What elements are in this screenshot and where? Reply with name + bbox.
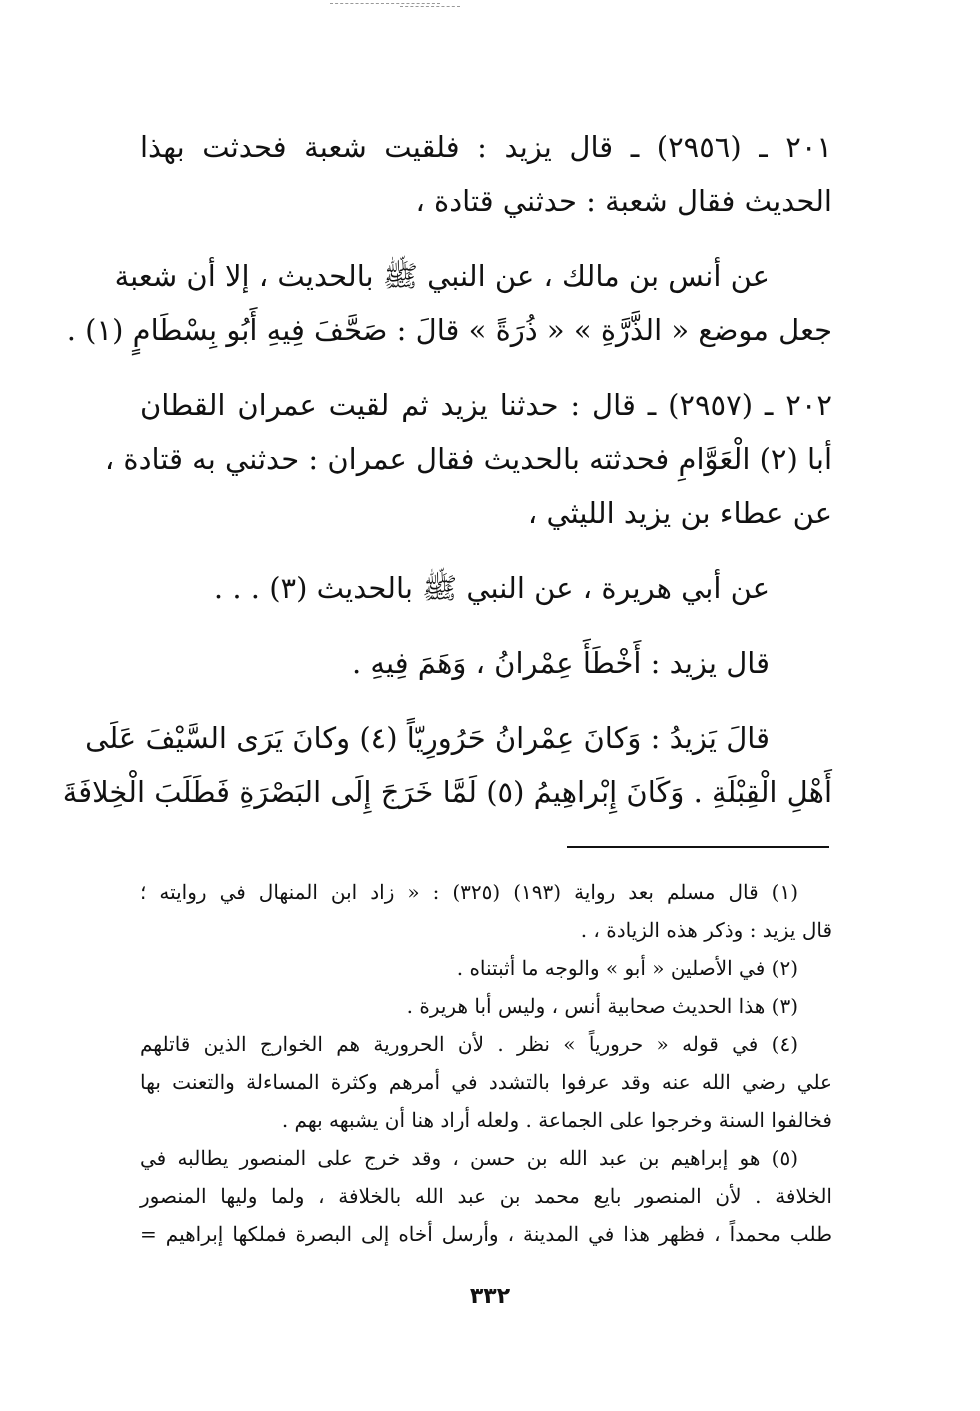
footnote-line: قال يزيد : وذكر هذه الزيادة ، . [580,918,832,942]
footnote-line: الخلافة . لأن المنصور بايع محمد بن عبد الله بالخلافة ، ولما وليها المنصور [140,1184,832,1208]
hadith-201 [140,120,832,228]
text-line: جعل موضع « الذَّرَّةِ » « ذُرَةً » قالَ : صَحَّفَ فِيهِ أَبُو بِسْطَامٍ (١) . [66,313,832,347]
text-line: أَهْلِ الْقِبْلَةِ . وَكَانَ إِبْراهِيمُ (٥) لَمَّا خَرَجَ إِلَى البَصْرَةِ فَطَلَبَ الْخِلافَةَ [62,775,832,809]
main-text [62,120,832,819]
footnote-line: طلب محمداً ، فظهر هذا في المدينة ، وأرسل أخاه إلى البصرة فملكها إبراهيم = [140,1222,832,1246]
text-line: ٢٠١ ـ (٢٩٥٦) ـ قال يزيد : فلقيت شعبة فحدثت بهذا [140,130,832,164]
text-line: عن عطاء بن يزيد الليثي ، [527,496,832,530]
footnote-line: (٤) في قوله « حرورياً » نظر . لأن الحرورية هم الخوارج الذين قاتلهم [140,1032,798,1056]
footnote-4 [140,1025,832,1139]
text-line: قالَ يَزيدُ : وَكانَ عِمْرانُ حَرُورِيّاً (٤) وكانَ يَرَى السَّيْفَ عَلَى [85,721,770,755]
scan-artifact-line [330,3,440,4]
text-line: الحديث فقال شعبة : حدثني قتادة ، [415,184,832,218]
paragraph-final [62,711,832,819]
footnote-5 [140,1139,832,1253]
text-line: أبا (٢) الْعَوَّامِ فحدثته بالحديث فقال عمران : حدثني به قتادة ، [104,442,832,476]
footnote-3: (٣) هذا الحديث صحابية أنس ، وليس أبا هريرة . [406,994,798,1018]
footnotes [140,873,832,1253]
paragraph-yazid-said: قال يزيد : أَخْطَأَ عِمْرانُ ، وَهَمَ فِيهِ . [351,646,770,680]
text-line: ٢٠٢ ـ (٢٩٥٧) ـ قال : حدثنا يزيد ثم لقيت عمران القطان [140,388,832,422]
footnote-line: (٥) هو إبراهيم بن عبد الله بن حسن ، وقد خرج على المنصور يطالبه في [140,1146,798,1170]
footnote-separator [567,846,829,848]
paragraph-anas [66,249,832,357]
hadith-202 [104,378,832,540]
footnote-2: (٢) في الأصلين « أبو » والوجه ما أثبتناه . [456,956,798,980]
footnote-1 [140,873,832,949]
footnote-line: فخالفوا السنة وخرجوا على الجماعة . ولعله أراد هنا أن يشبهه بهم . [281,1108,832,1132]
paragraph-abu-hurayra: عن أبي هريرة ، عن النبي ﷺ بالحديث (٣) . . . [213,571,770,605]
scan-artifact-line [400,6,460,7]
text-line: عن أنس بن مالك ، عن النبي ﷺ بالحديث ، إلا أن شعبة [114,259,770,293]
page-number: ٣٣٢ [469,1284,511,1309]
footnote-line: علي رضي الله عنه وقد عرفوا بالتشدد في أمرهم وكثرة المساءلة والتعنت بها [140,1070,832,1094]
footnote-line: (١) قال مسلم بعد رواية (١٩٣) (٣٢٥) : « زاد ابن المنهال في روايته ؛ [140,880,799,904]
